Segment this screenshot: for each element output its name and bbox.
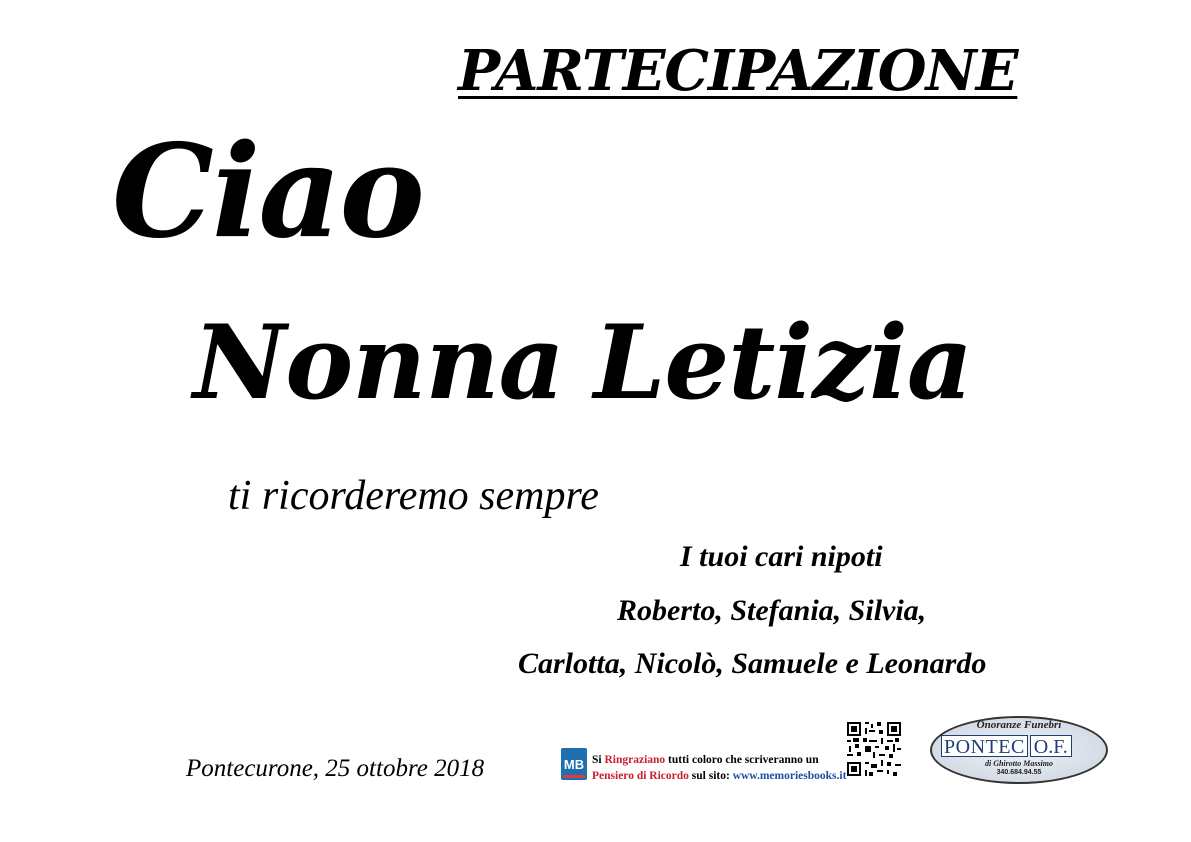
memoriesbooks-logo: MB xyxy=(561,748,587,780)
signer-line: Roberto, Stefania, Silvia, xyxy=(617,594,927,627)
notice-highlight: Pensiero di Ricordo xyxy=(592,770,689,782)
notice-line-2 xyxy=(592,768,846,784)
subtitle: ti ricorderemo sempre xyxy=(228,473,599,519)
signer-line: I tuoi cari nipoti xyxy=(680,540,883,573)
memoriesbooks-notice xyxy=(592,752,846,784)
funeral-home-logo xyxy=(930,716,1108,784)
notice-highlight: Ringraziano xyxy=(604,754,666,766)
notice-text: sul sito: xyxy=(688,770,733,782)
notice-line-1 xyxy=(592,752,846,768)
greeting: Ciao xyxy=(112,117,423,267)
logo-tagline: Onoranze Funebri xyxy=(976,719,1062,731)
qr-code-icon[interactable] xyxy=(847,722,901,776)
deceased-name xyxy=(193,303,972,423)
name-second: Letizia xyxy=(593,303,972,423)
logo-suffix: O.F. xyxy=(1030,735,1072,757)
notice-text: tutti coloro che scriveranno un xyxy=(665,754,819,766)
page-heading: PARTECIPAZIONE xyxy=(458,38,1018,104)
website-link[interactable]: www.memoriesbooks.it xyxy=(732,770,847,782)
notice-text: Si xyxy=(592,754,605,766)
logo-owner: di Ghirotto Massimo xyxy=(984,759,1053,768)
logo-name: PONTEC xyxy=(941,735,1028,757)
name-first: Nonna xyxy=(193,303,564,423)
logo-phone: 340.684.94.55 xyxy=(996,769,1042,776)
logo-name-box xyxy=(941,735,1097,757)
signer-line: Carlotta, Nicolò, Samuele e Leonardo xyxy=(518,647,987,680)
place-date: Pontecurone, 25 ottobre 2018 xyxy=(186,755,485,782)
